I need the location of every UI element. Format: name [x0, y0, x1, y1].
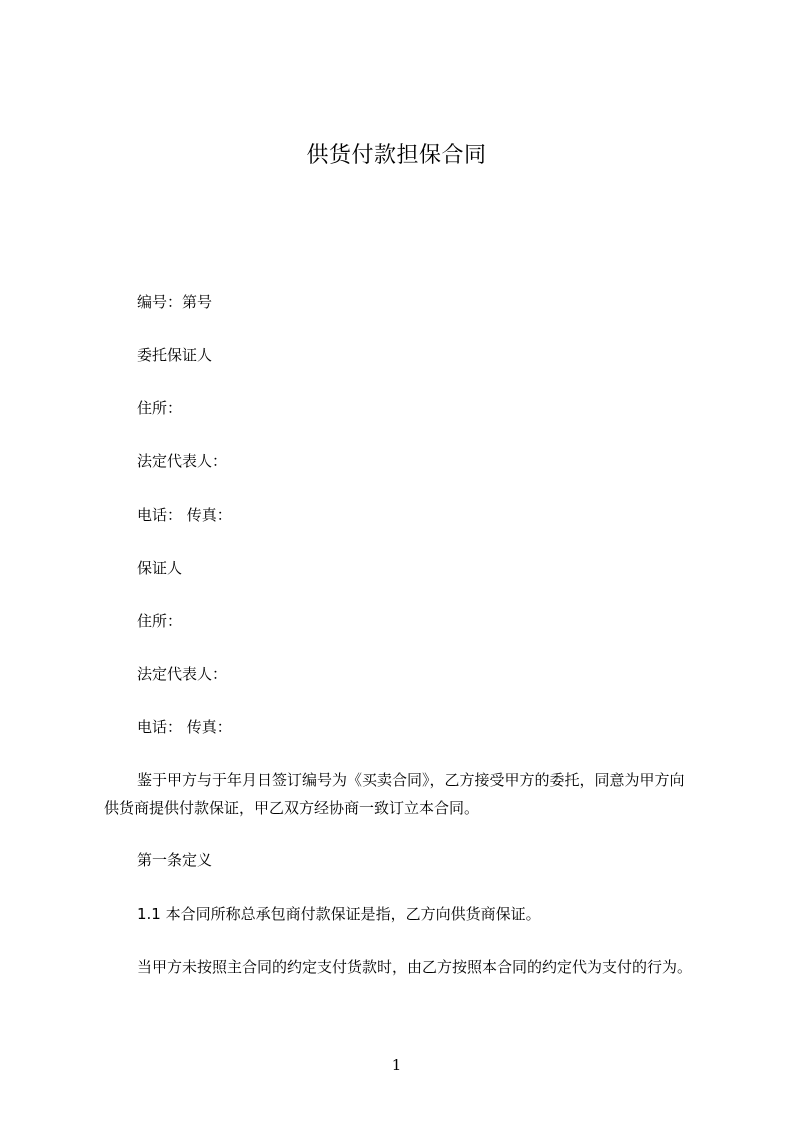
guarantor-label: 保证人	[137, 559, 183, 577]
legal-representative-label-2: 法定代表人：	[137, 665, 228, 683]
contract-number-line: 编号：第号	[137, 293, 213, 311]
legal-representative-label-1: 法定代表人：	[137, 452, 228, 470]
address-label-2: 住所：	[137, 612, 183, 630]
preamble-paragraph: 鉴于甲方与于年月日签订编号为《买卖合同》，乙方接受甲方的委托，同意为甲方向供货商提供付款保证，甲乙双方经协商一致订立本合同。	[104, 771, 685, 817]
clause-1-1: 1.1 本合同所称总承包商付款保证是指，乙方向供货商保证。	[137, 905, 541, 923]
page-number: 1	[391, 1056, 402, 1074]
document-title: 供货付款担保合同	[306, 143, 487, 168]
entrusting-guarantor-label: 委托保证人	[137, 346, 213, 364]
phone-fax-label-2: 电话： 传真：	[137, 718, 232, 736]
clause-1-1-continuation: 当甲方未按照主合同的约定支付货款时，由乙方按照本合同的约定代为支付的行为。	[137, 958, 693, 976]
article-1-heading: 第一条定义	[137, 851, 213, 869]
address-label-1: 住所：	[137, 399, 183, 417]
phone-fax-label-1: 电话： 传真：	[137, 506, 232, 524]
